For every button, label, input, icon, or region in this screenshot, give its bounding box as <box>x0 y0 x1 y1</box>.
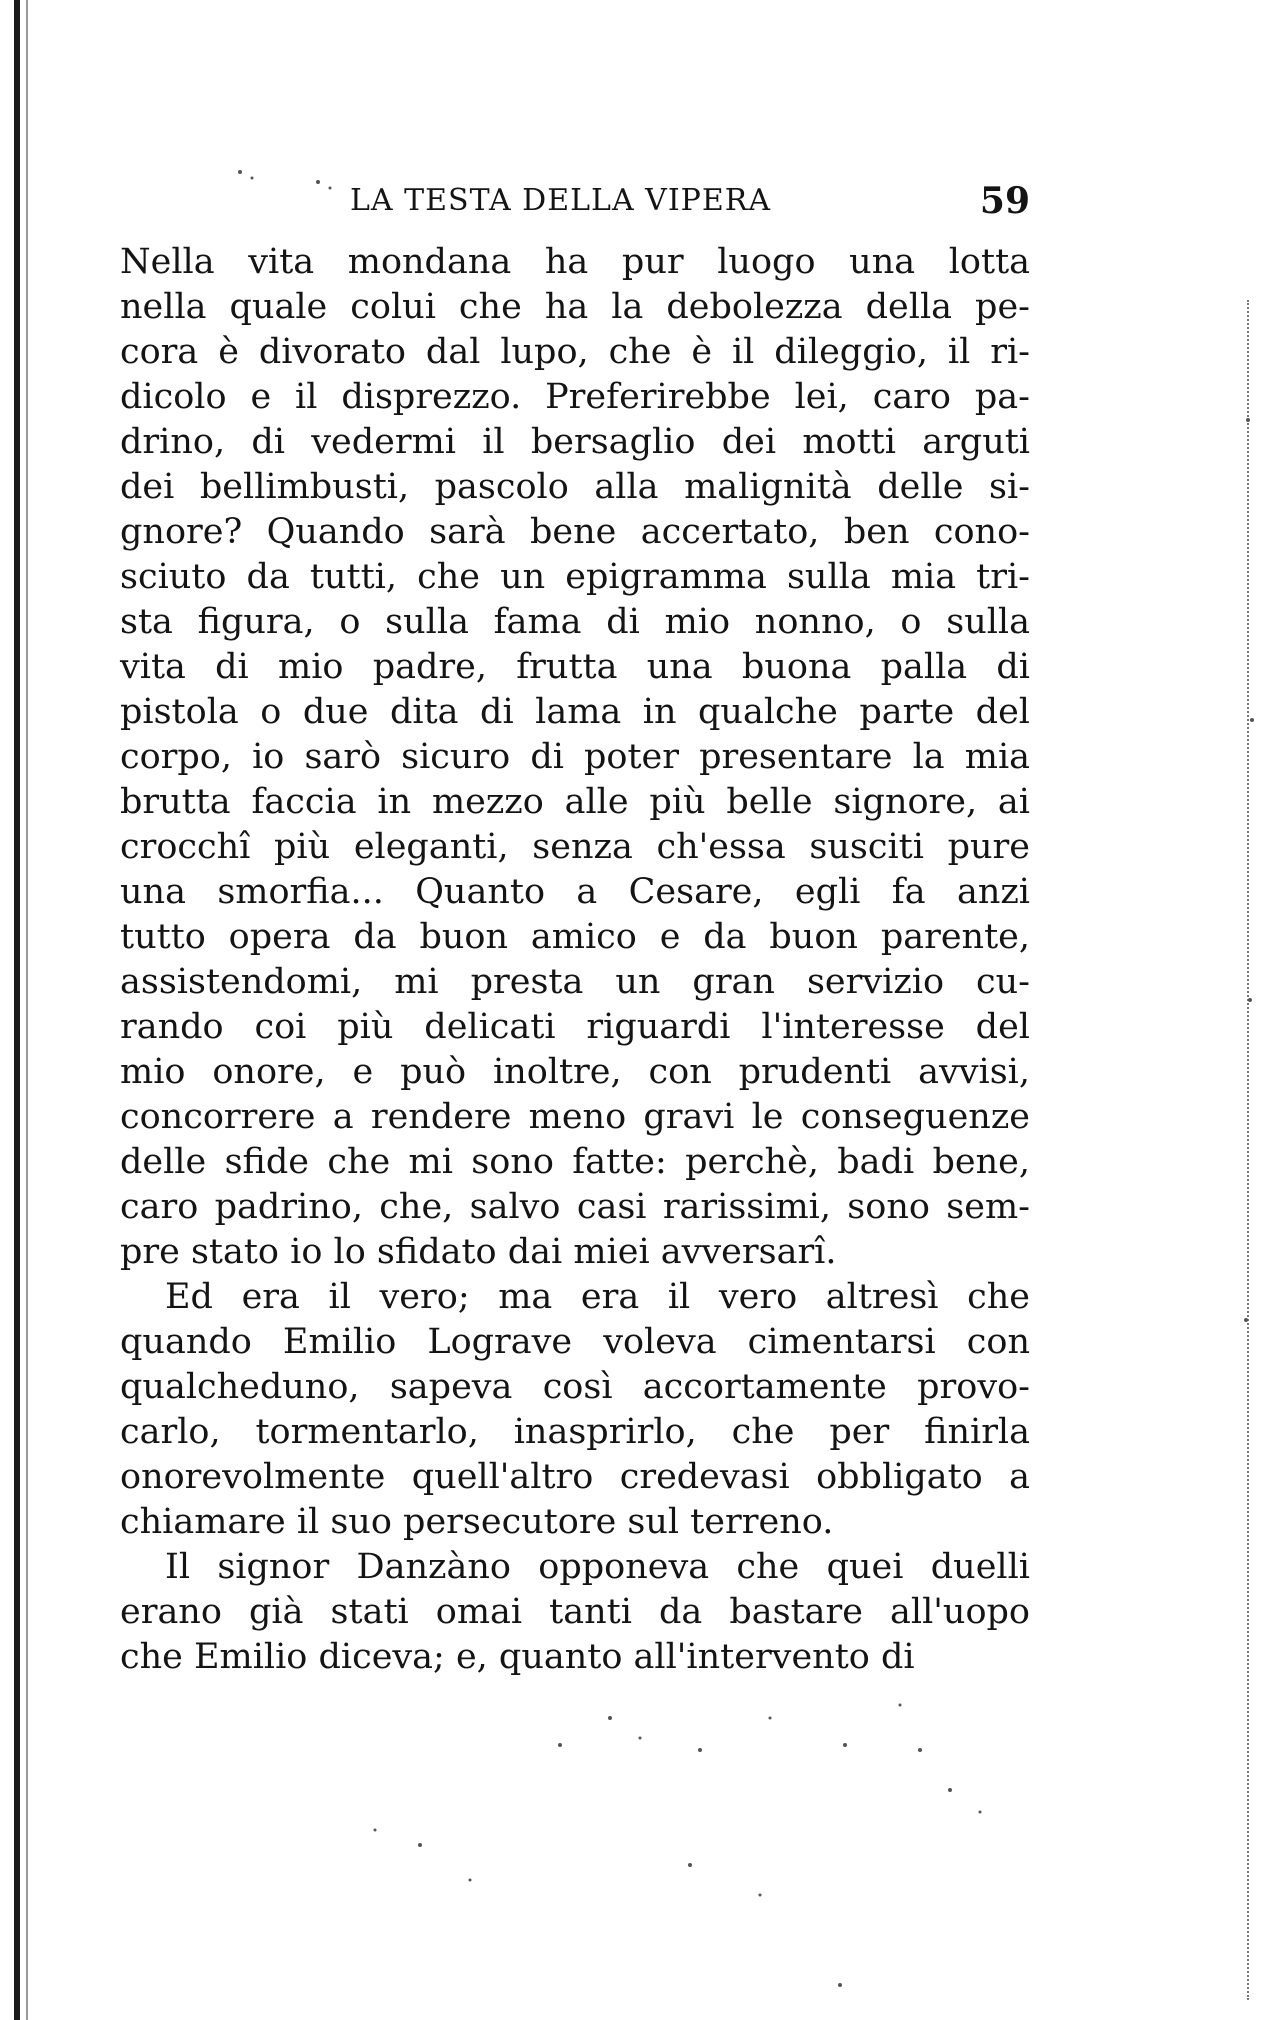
text-line: vita di mio padre, frutta una buona palla di <box>120 647 1030 687</box>
text-line: brutta faccia in mezzo alle più belle signore, ai <box>120 782 1030 822</box>
text-line: chiamare il suo persecutore sul terreno. <box>120 1502 834 1542</box>
text-line: qualcheduno, sapeva così accortamente provo- <box>120 1367 1030 1407</box>
running-title: LA TESTA DELLA VIPERA <box>350 183 772 218</box>
text-line: pre stato io lo sfidato dai miei avversarî. <box>120 1232 837 1272</box>
text-line: mio onore, e può inoltre, con prudenti avvisi, <box>120 1052 1030 1092</box>
text-line: una smorfia... Quanto a Cesare, egli fa anzi <box>120 872 1030 912</box>
text-line: corpo, io sarò sicuro di poter presentare la mia <box>120 737 1030 777</box>
text-line: nella quale colui che ha la debolezza della pe- <box>120 287 1030 327</box>
text-line: concorrere a rendere meno gravi le conseguenze <box>120 1097 1030 1137</box>
text-line: gnore? Quando sarà bene accertato, ben cono- <box>120 512 1030 552</box>
text-line: pistola o due dita di lama in qualche parte del <box>120 692 1030 732</box>
text-line: Il signor Danzàno opponeva che quei duelli <box>165 1547 1030 1587</box>
text-line: quando Emilio Lograve voleva cimentarsi con <box>120 1322 1030 1362</box>
text-line: dicolo e il disprezzo. Preferirebbe lei, caro pa- <box>120 377 1030 417</box>
text-line: che Emilio diceva; e, quanto all'intervento di <box>120 1637 915 1677</box>
text-line: onorevolmente quell'altro credevasi obbligato a <box>120 1457 1030 1497</box>
text-line: Ed era il vero; ma era il vero altresì che <box>165 1277 1030 1317</box>
text-line: rando coi più delicati riguardi l'interesse del <box>120 1007 1030 1047</box>
text-line: Nella vita mondana ha pur luogo una lotta <box>120 242 1030 282</box>
text-line: delle sfide che mi sono fatte: perchè, badi bene, <box>120 1142 1030 1182</box>
page-number: 59 <box>979 180 1030 222</box>
text-line: crocchî più eleganti, senza ch'essa susciti pure <box>120 827 1030 867</box>
text-line: tutto opera da buon amico e da buon parente, <box>120 917 1030 957</box>
text-line: dei bellimbusti, pascolo alla malignità delle si- <box>120 467 1030 507</box>
text-line: drino, di vedermi il bersaglio dei motti arguti <box>120 422 1030 462</box>
text-line: caro padrino, che, salvo casi rarissimi, sono sem- <box>120 1187 1030 1227</box>
text-line: assistendomi, mi presta un gran servizio cu- <box>120 962 1030 1002</box>
text-line: sta figura, o sulla fama di mio nonno, o sulla <box>120 602 1030 642</box>
text-line: erano già stati omai tanti da bastare all'uopo <box>120 1592 1030 1632</box>
text-line: carlo, tormentarlo, inasprirlo, che per finirla <box>120 1412 1030 1452</box>
text-line: cora è divorato dal lupo, che è il dileggio, il ri- <box>120 332 1030 372</box>
text-line: sciuto da tutti, che un epigramma sulla mia tri- <box>120 557 1030 597</box>
